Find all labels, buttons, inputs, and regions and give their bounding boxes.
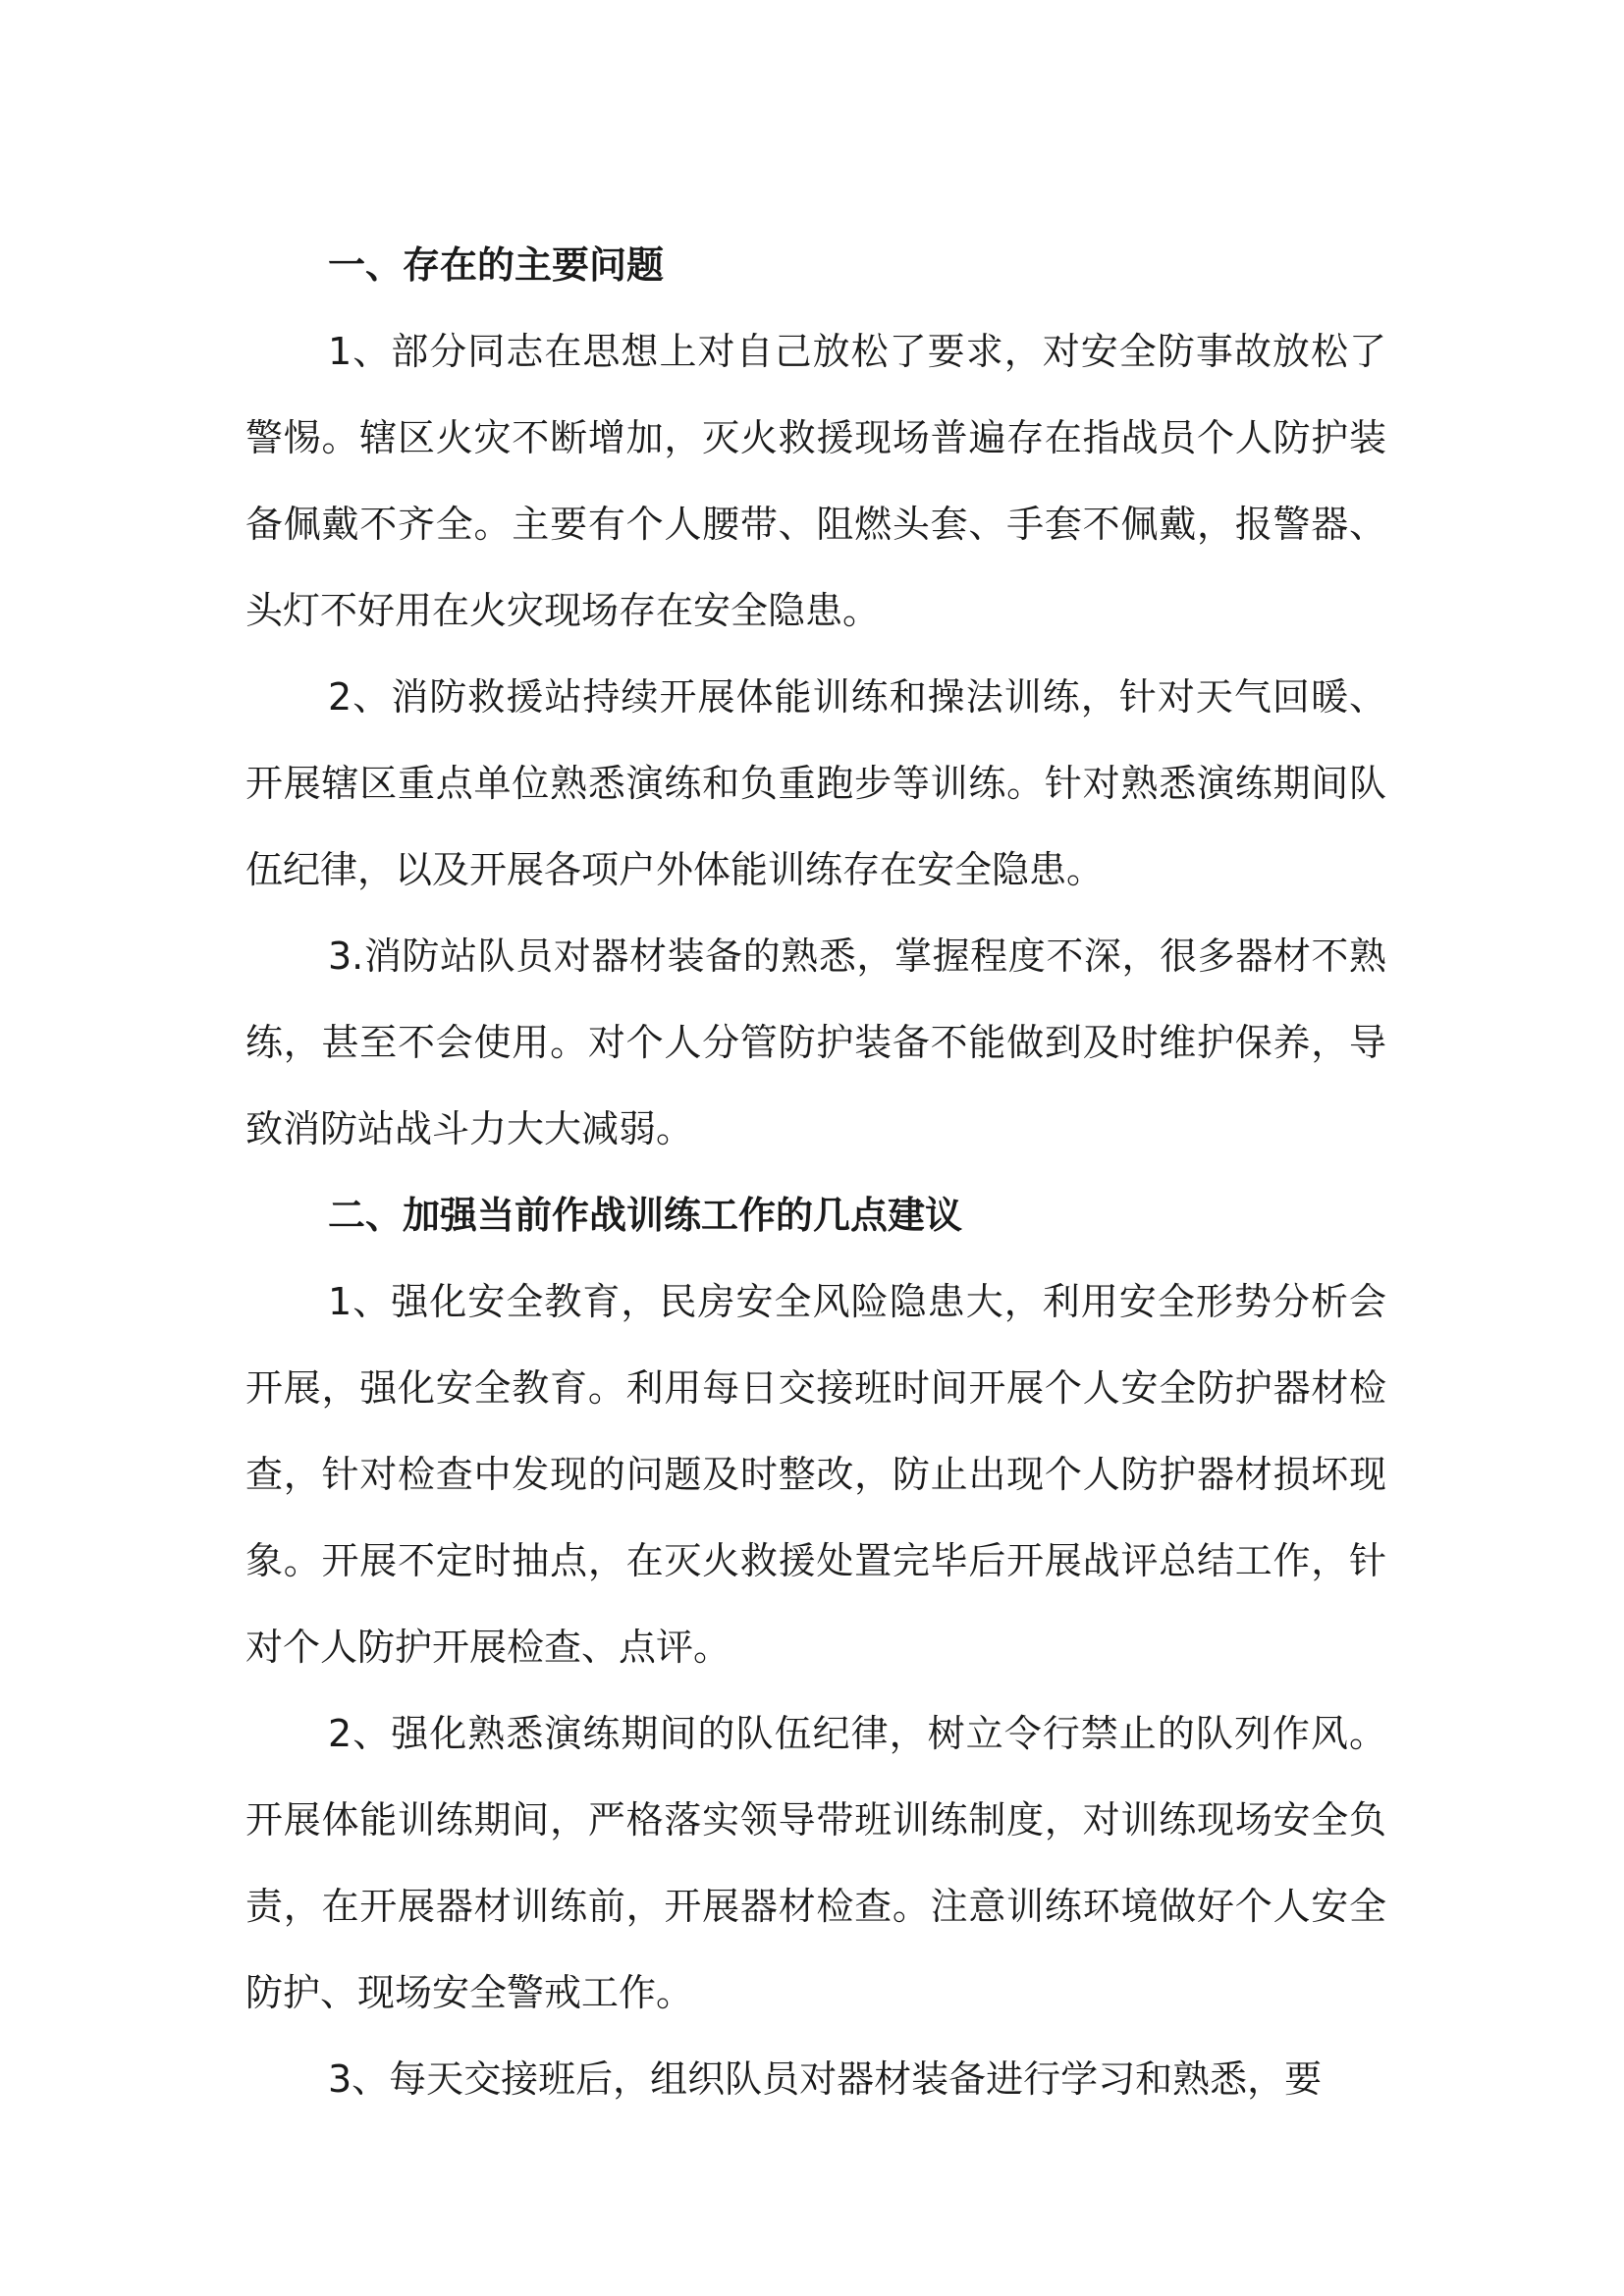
paragraph-problem-1: 1、部分同志在思想上对自己放松了要求，对安全防事故放松了警惕。辖区火灾不断增加，灭火救援现场普遍存在指战员个人防护装备佩戴不齐全。主要有个人腰带、阻燃头套、手套不佩戴，报警器、头灯不好用在火灾现场存在安全隐患。 bbox=[245, 330, 1386, 632]
paragraph-problem-3: 3.消防站队员对器材装备的熟悉，掌握程度不深，很多器材不熟练，甚至不会使用。对个人分管防护装备不能做到及时维护保养，导致消防站战斗力大大减弱。 bbox=[245, 934, 1386, 1150]
section-heading-problems: 一、存在的主要问题 bbox=[328, 243, 665, 287]
paragraph-problem-2: 2、消防救援站持续开展体能训练和操法训练，针对天气回暖、开展辖区重点单位熟悉演练和负重跑步等训练。针对熟悉演练期间队伍纪律，以及开展各项户外体能训练存在安全隐患。 bbox=[245, 675, 1386, 891]
paragraph-suggestion-2: 2、强化熟悉演练期间的队伍纪律，树立令行禁止的队列作风。开展体能训练期间，严格落实领导带班训练制度，对训练现场安全负责，在开展器材训练前，开展器材检查。注意训练环境做好个人安全防护、现场安全警戒工作。 bbox=[245, 1712, 1386, 2014]
section-heading-suggestions: 二、加强当前作战训练工作的几点建议 bbox=[328, 1194, 963, 1237]
paragraph-suggestion-3: 3、每天交接班后，组织队员对器材装备进行学习和熟悉，要 bbox=[328, 2057, 1323, 2101]
paragraph-suggestion-1: 1、强化安全教育，民房安全风险隐患大，利用安全形势分析会开展，强化安全教育。利用每日交接班时间开展个人安全防护器材检查，针对检查中发现的问题及时整改，防止出现个人防护器材损坏现象。开展不定时抽点，在灭火救援处置完毕后开展战评总结工作，针对个人防护开展检查、点评。 bbox=[245, 1280, 1386, 1669]
document-body bbox=[245, 222, 1386, 2122]
